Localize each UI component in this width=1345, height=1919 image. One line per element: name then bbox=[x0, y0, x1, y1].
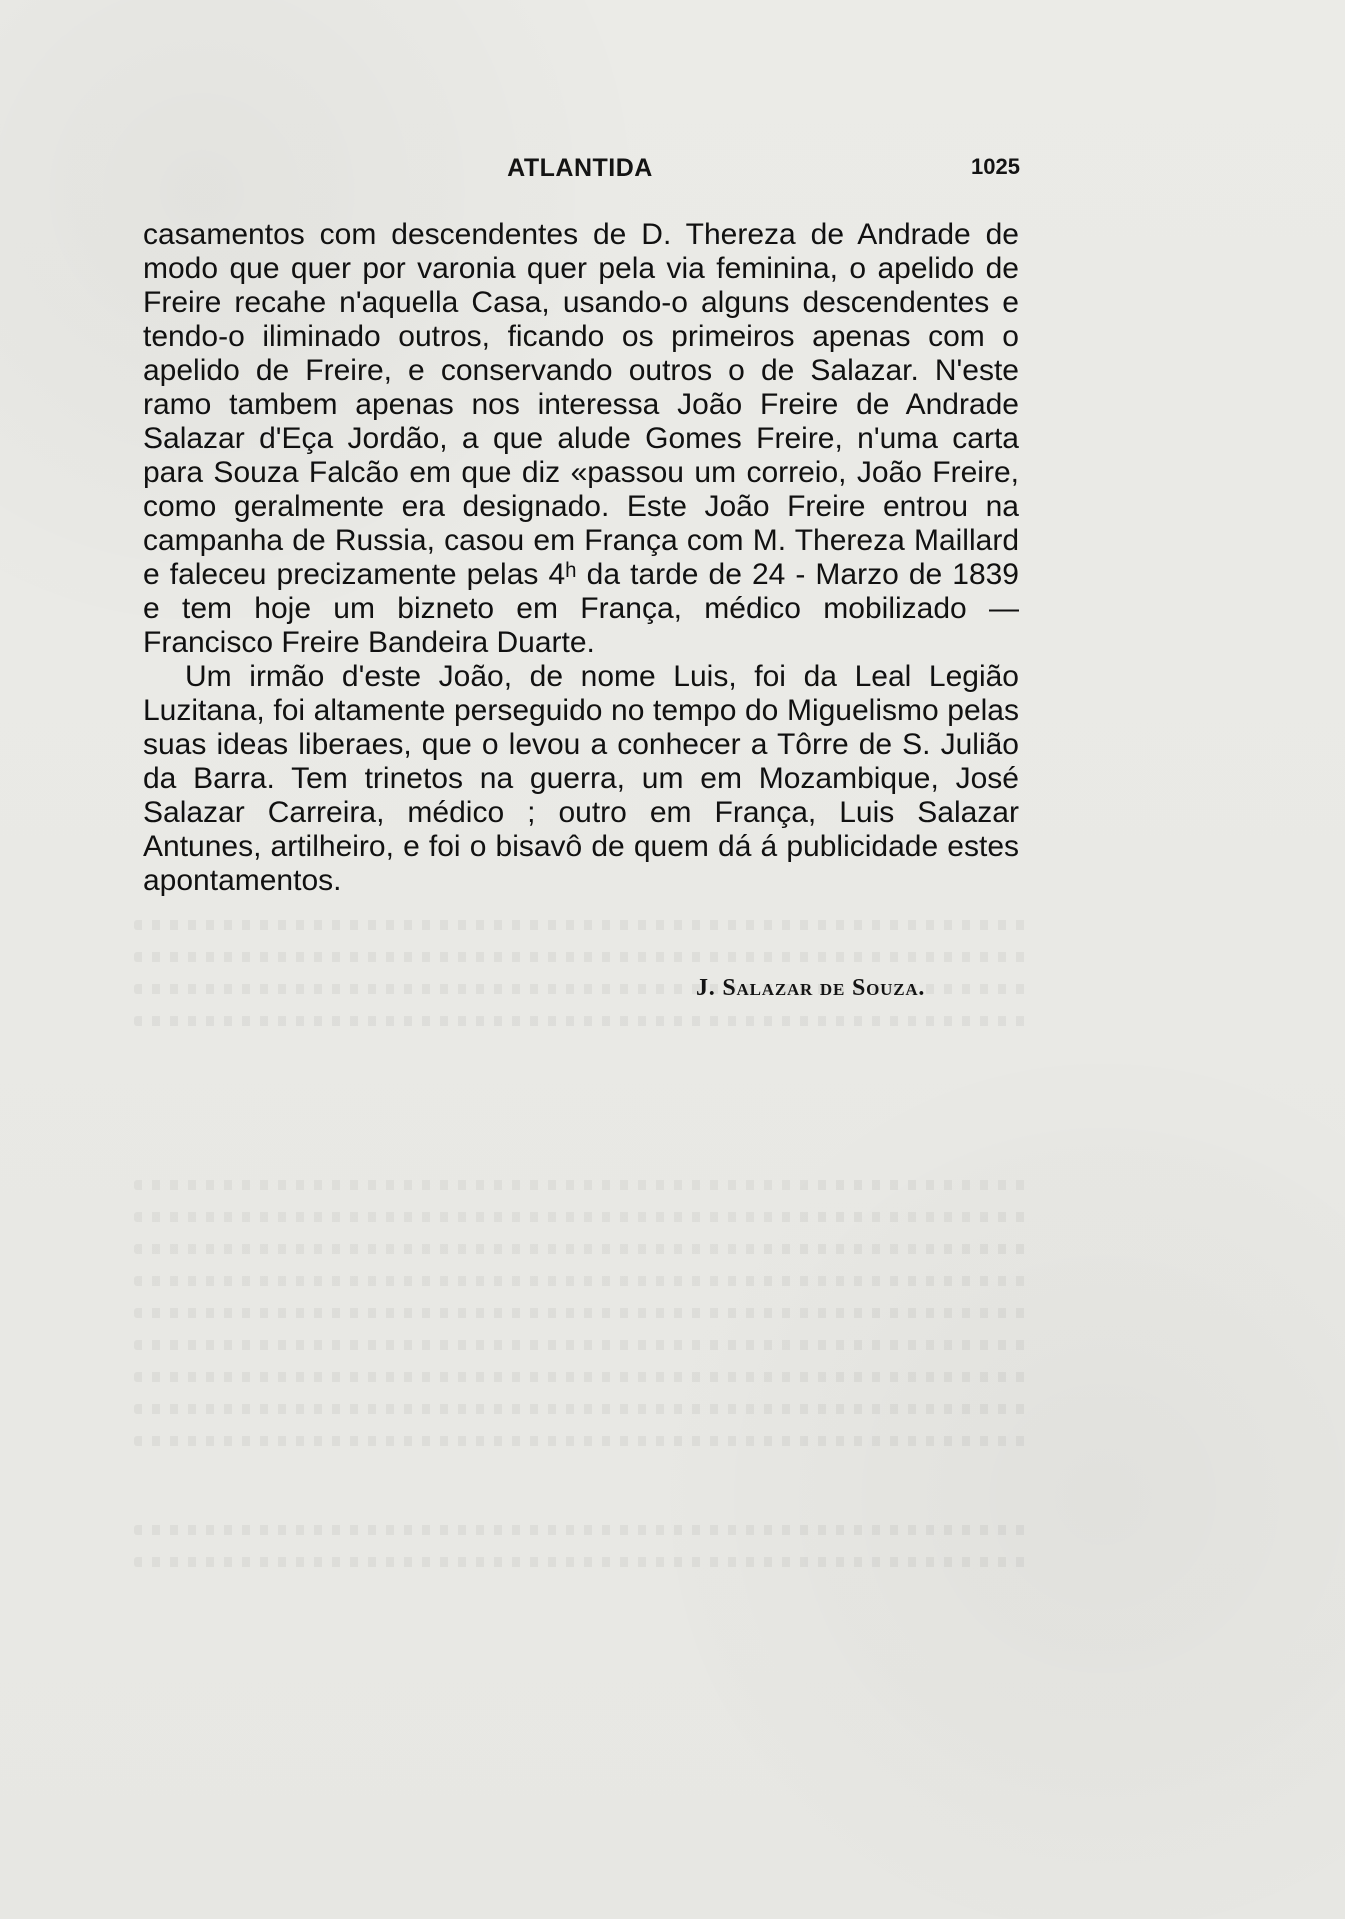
article-text bbox=[143, 218, 1019, 898]
paragraph-1: casamentos com descendentes de D. Thereza de Andrade de modo que quer por varonia quer pela via feminina, o apelido de Freire recahe n'aquella Casa, usando-o alguns descendentes e tendo-o iliminado outros, ficando os primeiros apenas com o apelido de Freire, e conservando outros o de Salazar. N'este ramo tambem apenas nos interessa João Freire de Andrade Salazar d'Eça Jordão, a que alude Gomes Freire, n'uma carta para Souza Falcão em que diz «passou um correio, João Freire, como geralmente era designado. Este João Freire entrou na campanha de Russia, casou em França com M. Thereza Maillard e faleceu precizamente pelas 4ʰ da tarde de 24 - Marzo de 1839 e tem hoje um bizneto em França, médico mobilizado — Francisco Freire Bandeira Duarte. bbox=[143, 218, 1019, 659]
show-through-line bbox=[134, 1372, 1034, 1382]
author-signature: J. Salazar de Souza. bbox=[696, 975, 926, 1001]
page-number: 1025 bbox=[971, 154, 1020, 179]
show-through-text bbox=[134, 1180, 1034, 1510]
show-through-line bbox=[134, 1340, 1034, 1350]
show-through-line bbox=[134, 1244, 1034, 1254]
page-header bbox=[140, 154, 1020, 186]
show-through-line bbox=[134, 1308, 1034, 1318]
show-through-line bbox=[134, 1557, 1034, 1567]
show-through-line bbox=[134, 1276, 1034, 1286]
show-through-line bbox=[134, 1404, 1034, 1414]
show-through-footnote bbox=[134, 1525, 1034, 1605]
show-through-line bbox=[134, 920, 1034, 930]
show-through-line bbox=[134, 1525, 1034, 1535]
show-through-line bbox=[134, 1180, 1034, 1190]
show-through-line bbox=[134, 1436, 1034, 1446]
show-through-line bbox=[134, 1212, 1034, 1222]
show-through-line bbox=[134, 1016, 1034, 1026]
paragraph-2: Um irmão d'este João, de nome Luis, foi da Leal Legião Luzitana, foi altamente perseguido no tempo do Miguelismo pelas suas ideas liberaes, que o levou a conhecer a Tôrre de S. Julião da Barra. Tem trinetos na guerra, um em Mozambique, José Salazar Carreira, médico ; outro em França, Luis Salazar Antunes, artilheiro, e foi o bisavô de quem dá á publicidade estes apontamentos. bbox=[143, 660, 1019, 897]
show-through-text bbox=[134, 920, 1034, 1090]
show-through-line bbox=[134, 952, 1034, 962]
running-title: ATLANTIDA bbox=[507, 154, 653, 182]
